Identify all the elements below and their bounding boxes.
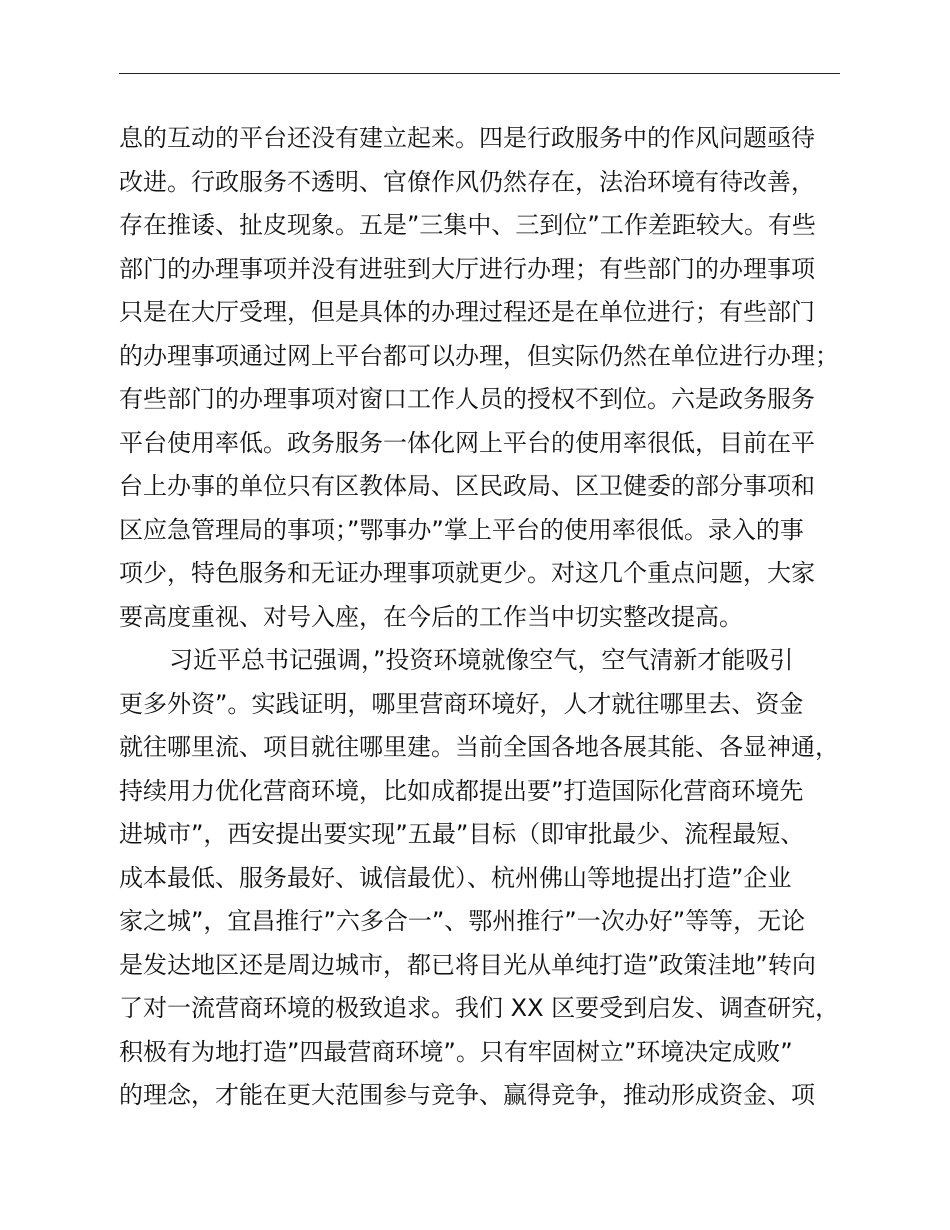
text-line: 持续用力优化营商环境，比如成都提出要”打造国际化营商环境先 [119,776,804,805]
text-line: 改进。行政服务不透明、官僚作风仍然存在，法治环境有待改善， [119,167,815,196]
text-line: 区应急管理局的事项；”鄂事办”掌上平台的使用率很低。录入的事 [119,515,804,544]
text-line: 进城市”，西安提出要实现”五最”目标（即审批最少、流程最短、 [119,820,805,848]
text-line: 项少，特色服务和无证办理事项就更少。对这几个重点问题，大家 [119,559,815,587]
text-line: 积极有为地打造”四最营商环境”。只有牢固树立”环境决定成败” [119,1037,793,1066]
paragraph-start-line: 习近平总书记强调，”投资环境就像空气，空气清新才能吸引 [169,646,794,674]
text-line: 是发达地区还是周边城市，都已将目光从单纯打造”政策洼地”转向 [119,950,816,979]
document-body [119,117,859,1118]
text-line: 家之城”，宜昌推行”六多合一”、鄂州推行”一次办好”等等，无论 [119,907,806,935]
text-line: 存在推诿、扯皮现象。五是”三集中、三到位”工作差距较大。有些 [119,211,816,239]
text-line: 要高度重视、对号入座，在今后的工作当中切实整改提高。 [119,602,743,631]
text-line: 部门的办理事项并没有进驻到大厅进行办理；有些部门的办理事项 [119,254,815,283]
text-line: 的理念，才能在更大范围参与竞争、赢得竞争，推动形成资金、项 [119,1081,815,1109]
text-line: 平台使用率低。政务服务一体化网上平台的使用率很低，目前在平 [119,428,815,457]
text-line: 更多外资”。实践证明，哪里营商环境好，人才就往哪里去、资金 [119,689,804,718]
text-line: 有些部门的办理事项对窗口工作人员的授权不到位。六是政务服务 [119,385,815,413]
text-line: 台上办事的单位只有区教体局、区民政局、区卫健委的部分事项和 [119,472,815,500]
text-line: 了对一流营商环境的极致追求。我们 XX 区要受到启发、调查研究， [119,994,840,1022]
text-line: 息的互动的平台还没有建立起来。四是行政服务中的作风问题亟待 [119,124,815,152]
text-line: 就往哪里流、项目就往哪里建。当前全国各地各展其能、各显神通， [119,733,839,761]
text-line: 只是在大厅受理，但是具体的办理过程还是在单位进行；有些部门 [119,298,815,326]
header-rule [119,73,840,74]
text-line: 成本最低、服务最好、诚信最优）、杭州佛山等地提出打造”企业 [119,863,792,892]
text-line: 的办理事项通过网上平台都可以办理，但实际仍然在单位进行办理； [119,341,839,370]
